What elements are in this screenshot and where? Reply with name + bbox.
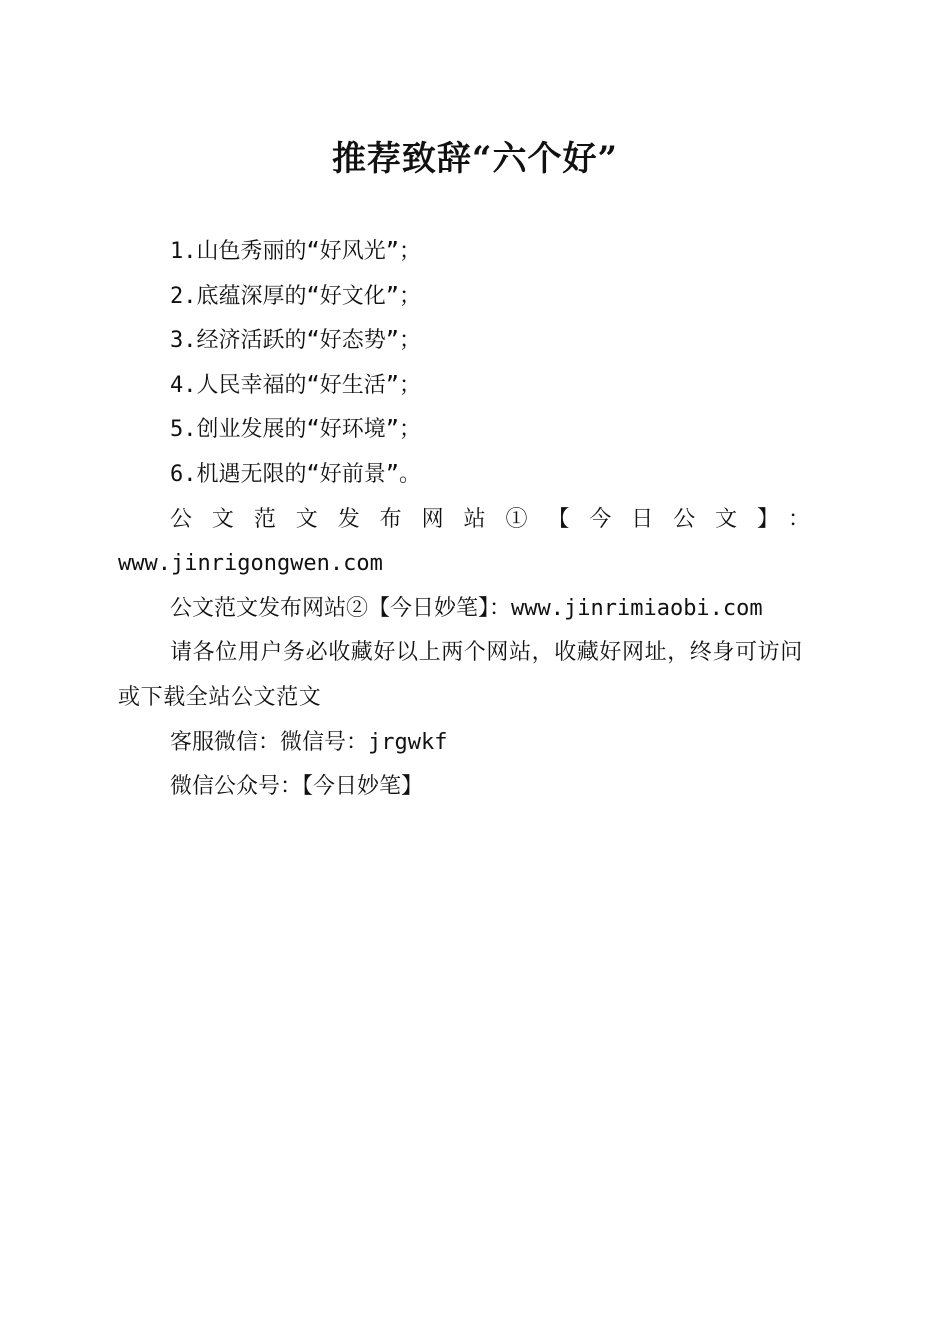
wechat-service: 客服微信：微信号：jrgwkf <box>170 729 448 755</box>
wechat-public: 微信公众号：【今日妙笔】 <box>170 774 424 800</box>
notice-paragraph: 请各位用户务必收藏好以上两个网站，收藏好网址，终身可访问或下载全站公文范文 <box>118 640 803 710</box>
list-item-2: 2.底蕴深厚的“好文化”； <box>170 283 421 309</box>
list-item-5: 5.创业发展的“好环境”； <box>170 417 421 443</box>
site1-url[interactable]: www.jinrigongwen.com <box>118 551 383 577</box>
list-item-4: 4.人民幸福的“好生活”； <box>170 372 421 398</box>
site2-line: 公文范文发布网站②【今日妙笔】：www.jinrimiaobi.com <box>170 595 763 621</box>
document-title: 推荐致辞“六个好” <box>331 139 619 179</box>
document-body <box>118 230 822 810</box>
list-item-3: 3.经济活跃的“好态势”； <box>170 328 421 354</box>
list-item-1: 1.山色秀丽的“好风光”； <box>170 239 421 264</box>
list-item-6: 6.机遇无限的“好前景”。 <box>170 461 421 487</box>
site1-label: 公文范文发布网站①【今日公文】： <box>170 506 822 532</box>
